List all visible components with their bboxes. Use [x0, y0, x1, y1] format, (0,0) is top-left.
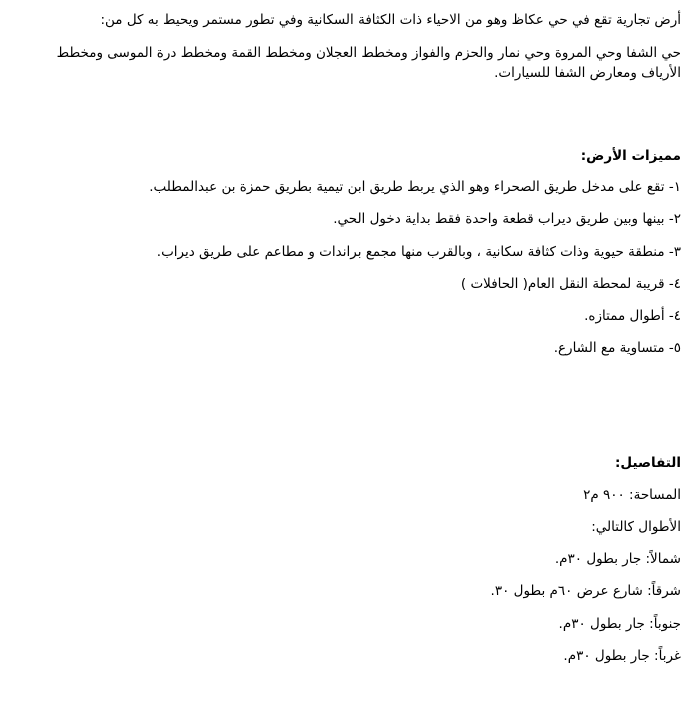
details-north: شمالاً: جار بطول ٣٠م. [554, 551, 681, 567]
details-east: شرقاً: شارع عرض ٦٠م بطول ٣٠. [490, 583, 681, 599]
feature-item-1: ١- تقع على مدخل طريق الصحراء وهو الذي يربط طريق ابن تيمية بطريق حمزة بن عبدالمطلب. [149, 179, 681, 195]
feature-item-3: ٣- منطقة حيوية وذات كثافة سكانية ، وبالقرب منها مجمع براندات و مطاعم على طريق ديراب. [156, 244, 681, 260]
details-area: المساحة: ٩٠٠ م٢ [583, 487, 681, 503]
details-lengths-label: الأطوال كالتالي: [591, 519, 681, 535]
details-heading: التفاصيل: [615, 455, 681, 471]
details-south: جنوباً: جار بطول ٣٠م. [558, 616, 681, 632]
feature-item-5: ٤- أطوال ممتازه. [584, 308, 681, 324]
feature-item-2: ٢- بينها وبين طريق ديراب قطعة واحدة فقط بداية دخول الحي. [333, 211, 681, 227]
intro-line-2: حي الشفا وحي المروة وحي نمار والحزم والفواز ومخطط العجلان ومخطط القمة ومخطط درة الموسى ومخطط [56, 45, 681, 61]
details-west: غرباً: جار بطول ٣٠م. [563, 648, 681, 664]
intro-line-1: أرض تجارية تقع في حي عكاظ وهو من الاحياء ذات الكثافة السكانية وفي تطور مستمر ويحيط به كل من: [100, 12, 681, 28]
feature-item-4: ٤- قريبة لمحطة النقل العام( الحافلات ) [460, 276, 681, 292]
features-heading: مميزات الأرض: [580, 148, 681, 164]
intro-line-3: الأرياف ومعارض الشفا للسيارات. [494, 65, 681, 81]
feature-item-6: ٥- متساوية مع الشارع. [553, 340, 681, 356]
